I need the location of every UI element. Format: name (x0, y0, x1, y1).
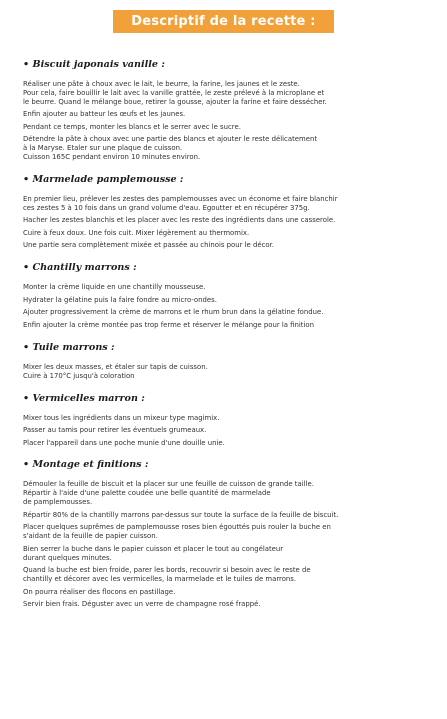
recipe-section (23, 261, 433, 329)
instruction-line: Détendre la pâte à choux avec une partie des blancs et ajouter le reste délicatement (23, 135, 318, 144)
instruction-paragraph (23, 588, 433, 597)
instruction-paragraph (23, 135, 433, 162)
instruction-paragraph (23, 439, 433, 448)
recipe-section (23, 58, 433, 162)
instruction-line: Répartir 80% de la chantilly marrons par-dessus sur toute la surface de la feuille de biscuit. (23, 510, 339, 519)
instruction-paragraph (23, 523, 433, 541)
page-title: Descriptif de la recette : (113, 10, 334, 33)
instruction-paragraph (23, 566, 433, 584)
instruction-line: le beurre. Quand le mélange boue, retirer la gousse, ajouter la farine et faire dessécher. (23, 97, 327, 106)
instruction-paragraph (23, 296, 433, 305)
instruction-line: ces zestes 5 à 10 fois dans un grand volume d'eau. Egoutter et en récupérer 375g. (23, 203, 310, 212)
instruction-paragraph (23, 216, 433, 225)
instruction-paragraph (23, 511, 433, 520)
instruction-paragraph (23, 110, 433, 119)
instruction-line: Passer au tamis pour retirer les éventuels grumeaux. (23, 426, 207, 435)
instruction-line: Démouler la feuille de biscuit et la placer sur une feuille de cuisson de grande taille. (23, 480, 314, 489)
instruction-line: Pour cela, faire bouillir le lait avec la vanille grattée, le zeste prélevé à la microplane et (23, 88, 325, 97)
instruction-line: Servir bien frais. Déguster avec un verre de champagne rosé frappé. (23, 600, 261, 608)
instruction-line: Quand la buche est bien froide, parer les bords, recouvrir si besoin avec le reste de (23, 566, 311, 575)
instruction-line: Bien serrer la buche dans le papier cuisson et placer le tout au congélateur (23, 544, 284, 553)
instruction-line: Placer quelques suprêmes de pamplemousse roses bien égouttés puis rouler la buche en (23, 523, 331, 532)
instruction-paragraph (23, 241, 433, 250)
instruction-line: Mixer tous les ingrédients dans un mixeur type magimix. (23, 413, 220, 422)
section-heading: • Marmelade pamplemousse : (23, 174, 184, 186)
instruction-line: Réaliser une pâte à choux avec le lait, le beurre, la farine, les jaunes et le zeste. (23, 80, 300, 88)
instruction-paragraph (23, 426, 433, 435)
instruction-paragraph (23, 363, 433, 381)
recipe-section (23, 341, 433, 381)
instruction-line: Hydrater la gélatine puis la faire fondre au micro-ondes. (23, 295, 217, 304)
instruction-line: Ajouter progressivement la crème de marrons et le rhum brun dans la gélatine fondue. (23, 308, 324, 317)
section-heading: • Vermicelles marron : (23, 392, 145, 404)
instruction-paragraph (23, 545, 433, 563)
instruction-line: de pamplemousses. (23, 498, 93, 507)
instruction-line: Enfin ajouter au batteur les œufs et les jaunes. (23, 110, 186, 119)
instruction-line: On pourra réaliser des flocons en pastillage. (23, 587, 176, 596)
instruction-paragraph (23, 600, 433, 609)
section-heading: • Montage et finitions : (23, 459, 149, 471)
instruction-line: Monter la crème liquide en une chantilly mousseuse. (23, 283, 206, 292)
section-heading: • Biscuit japonais vanille : (23, 59, 165, 70)
instruction-paragraph (23, 414, 433, 423)
instruction-line: Enfin ajouter la crème montée pas trop ferme et réserver le mélange pour la finition (23, 320, 314, 329)
instruction-line: Placer l'appareil dans une poche munie d'une douille unie. (23, 438, 225, 447)
recipe-description (23, 58, 433, 609)
instruction-line: chantilly et décorer avec les vermicelles, la marmelade et le tuiles de marrons. (23, 575, 297, 583)
instruction-paragraph (23, 123, 433, 132)
section-heading: • Tuile marrons : (23, 341, 115, 353)
instruction-paragraph (23, 229, 433, 238)
instruction-line: Répartir à l'aide d'une palette coudée une belle quantité de marmelade (23, 489, 271, 498)
instruction-line: s'aidant de la feuille de papier cuisson. (23, 532, 158, 541)
instruction-line: Mixer les deux masses, et étaler sur tapis de cuisson. (23, 362, 208, 371)
instruction-line: à la Maryse. Etaler sur une plaque de cuisson. (23, 144, 183, 153)
instruction-paragraph (23, 308, 433, 317)
recipe-section (23, 173, 433, 250)
recipe-section (23, 392, 433, 448)
instruction-line: Hacher les zestes blanchis et les placer avec les reste des ingrédients dans une casserole. (23, 216, 336, 225)
instruction-paragraph (23, 80, 433, 107)
instruction-line: durant quelques minutes. (23, 553, 112, 562)
instruction-line: Pendant ce temps, monter les blancs et le serrer avec le sucre. (23, 122, 241, 131)
recipe-section (23, 458, 433, 608)
instruction-line: En premier lieu, prélever les zestes des pamplemousses avec un économe et faire blanchir (23, 195, 338, 204)
instruction-paragraph (23, 195, 433, 213)
instruction-paragraph (23, 480, 433, 507)
instruction-paragraph (23, 283, 433, 292)
instruction-line: Une partie sera complètement mixée et passée au chinois pour le décor. (23, 241, 274, 250)
instruction-line: Cuisson 165C pendant environ 10 minutes environ. (23, 153, 201, 162)
instruction-paragraph (23, 321, 433, 330)
instruction-line: Cuire à feux doux. Une fois cuit. Mixer légèrement au thermomix. (23, 228, 250, 237)
section-heading: • Chantilly marrons : (23, 262, 137, 274)
instruction-line: Cuire à 170°C jusqu'à coloration (23, 371, 135, 380)
